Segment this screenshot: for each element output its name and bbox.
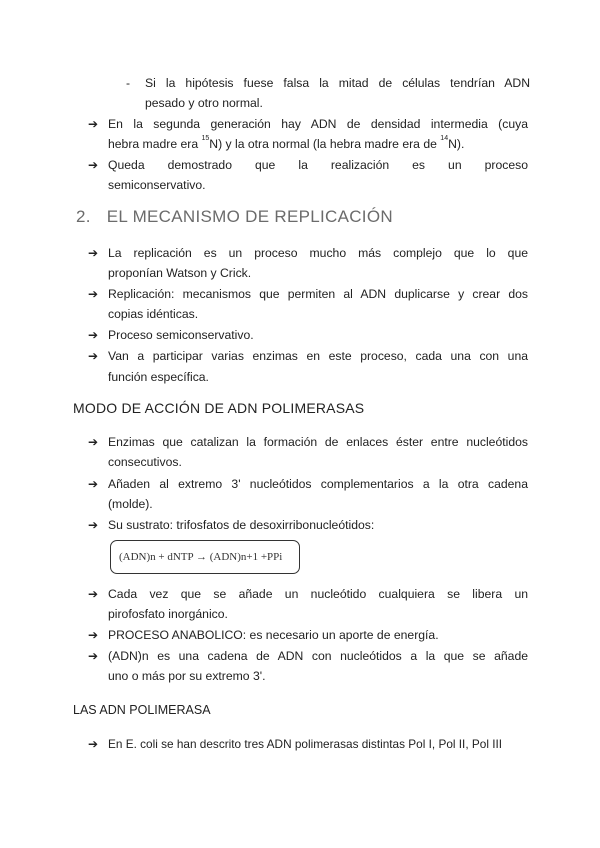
formula-box: (ADN)n + dNTP → (ADN)n+1 +PPi	[110, 540, 300, 574]
modo-bullet-2-line-1: Añaden al extremo 3' nucleótidos complementarios a la otra cadena	[108, 477, 528, 491]
section-number: 2.	[76, 207, 91, 226]
section-title: EL MECANISMO DE REPLICACIÓN	[106, 207, 393, 226]
arrow-bullet-icon: ➔	[88, 246, 99, 260]
las-adn-bullet-1-line-1: En E. coli se han descrito tres ADN polimerasas distintas Pol I, Pol II, Pol III	[108, 737, 503, 751]
s2-bullet-2-line-2: copias idénticas.	[108, 307, 199, 321]
arrow-bullet-icon: ➔	[88, 328, 99, 342]
arrow-bullet-icon: ➔	[88, 628, 99, 642]
s2-bullet-1-line-2: proponían Watson y Crick.	[108, 266, 252, 280]
modo-accion-heading: MODO DE ACCIÓN DE ADN POLIMERASAS	[73, 400, 365, 416]
arrow-bullet-icon: ➔	[88, 435, 99, 449]
s2-bullet-4-line-2: función específica.	[108, 370, 209, 384]
s2-bullet-1-line-1: La replicación es un proceso mucho más complejo que lo que	[108, 246, 528, 260]
las-adn-heading: LAS ADN POLIMERASA	[73, 703, 211, 717]
arrow-bullet-icon: ➔	[88, 158, 99, 172]
intro-bullet-2-line-1: Queda demostrado que la realización es un proceso	[108, 158, 528, 172]
intro-bullet-1-line-1: En la segunda generación hay ADN de densidad intermedia (cuya	[108, 117, 528, 131]
modo-bullet-1-line-2: consecutivos.	[108, 455, 182, 469]
modo-bullet-2-line-2: (molde).	[108, 497, 153, 511]
arrow-bullet-icon: ➔	[88, 649, 99, 663]
arrow-bullet-icon: ➔	[88, 117, 99, 131]
section-heading	[76, 207, 393, 227]
arrow-bullet-icon: ➔	[88, 477, 99, 491]
modo-bullet-4-line-2: pirofosfato inorgánico.	[108, 607, 228, 621]
arrow-bullet-icon: ➔	[88, 518, 99, 532]
arrow-bullet-icon: ➔	[88, 737, 99, 751]
modo-bullet-1-line-1: Enzimas que catalizan la formación de enlaces éster entre nucleótidos	[108, 435, 528, 449]
modo-bullet-6-line-1: (ADN)n es una cadena de ADN con nucleótidos a la que se añade	[108, 649, 528, 663]
arrow-bullet-icon: ➔	[88, 349, 99, 363]
s2-bullet-3-line-1: Proceso semiconservativo.	[108, 328, 254, 342]
arrow-bullet-icon: ➔	[88, 287, 99, 301]
sub-bullet-line-2: pesado y otro normal.	[145, 96, 263, 110]
intro-bullet-1-line-2: hebra madre era $^{15}$N) y la otra normal (la hebra madre era de $^{14}$N).	[108, 135, 465, 151]
modo-bullet-4-line-1: Cada vez que se añade un nucleótido cualquiera se libera un	[108, 587, 528, 601]
s2-bullet-2-line-1: Replicación: mecanismos que permiten al ADN duplicarse y crear dos	[108, 287, 528, 301]
arrow-bullet-icon: ➔	[88, 587, 99, 601]
s2-bullet-4-line-1: Van a participar varias enzimas en este proceso, cada una con una	[108, 349, 528, 363]
intro-bullet-2-line-2: semiconservativo.	[108, 178, 206, 192]
sub-bullet-line-1: Si la hipótesis fuese falsa la mitad de células tendrían ADN	[145, 76, 530, 90]
modo-bullet-5-line-1: PROCESO ANABOLICO: es necesario un aporte de energía.	[108, 628, 439, 642]
modo-bullet-6-line-2: uno o más por su extremo 3'.	[108, 669, 266, 683]
modo-bullet-3-line-1: Su sustrato: trifosfatos de desoxirribonucleótidos:	[108, 518, 375, 532]
dash-marker: -	[126, 76, 131, 90]
